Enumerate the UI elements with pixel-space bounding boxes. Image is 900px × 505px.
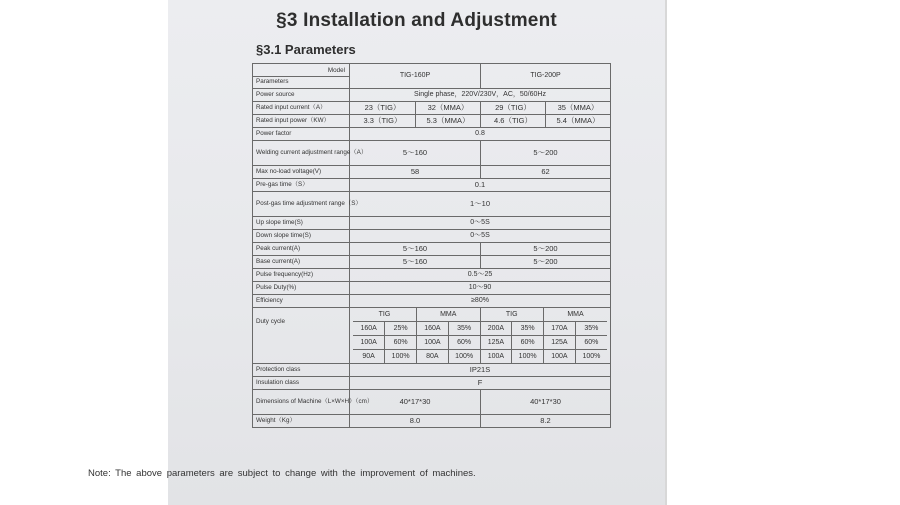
row-label: Peak current(A) [253,243,350,256]
model-tig200p: TIG-200P [481,64,611,89]
table-row [253,295,611,308]
duty-cell: 125A [544,336,576,350]
section-title: §3 Installation and Adjustment [276,10,557,31]
model-tig160p: TIG-160P [350,64,481,89]
duty-cell: 90A [353,350,385,364]
duty-cell: 100% [512,350,544,364]
table-row [253,282,611,295]
duty-cell: 125A [480,336,512,350]
parameters-table [252,63,611,428]
row-label: Power source [253,89,350,102]
row-label: Max no-load voltage(V) [253,166,350,179]
row-label: Pulse Duty(%) [253,282,350,295]
cell-value: 1～10 [350,192,611,217]
row-label: Pre-gas time（S） [253,179,350,192]
duty-cell: 80A [417,350,449,364]
duty-cell: 35% [575,322,607,336]
duty-cycle-table [353,308,607,363]
row-label: Up slope time(S) [253,217,350,230]
duty-cell: 60% [512,336,544,350]
table-row [253,141,611,166]
cell-value: 8.0 [350,415,481,428]
table-row [253,179,611,192]
note-text: Note: The above parameters are subject to change with the improvement of machines. [88,468,476,479]
table-row [353,350,607,364]
row-label: Duty cycle [253,308,350,364]
cell-value: 5～160 [350,256,481,269]
duty-cell: 100A [480,350,512,364]
row-label: Pulse frequency(Hz) [253,269,350,282]
row-label: Rated input power（KW） [253,115,350,128]
page-edge [665,0,667,505]
duty-header: TIG [480,308,544,322]
duty-cell: 100% [385,350,417,364]
table-row [253,415,611,428]
table-row [253,364,611,377]
cell-value: 32（MMA） [416,102,481,115]
duty-cell: 160A [353,322,385,336]
row-label: Welding current adjustment range（A） [253,141,350,166]
cell-value: 5～200 [481,256,611,269]
duty-cell: 100% [582,353,601,360]
duty-cell: 60% [448,336,480,350]
table-row [353,336,607,350]
parameters-label: Parameters [256,78,289,85]
row-label: Power factor [253,128,350,141]
duty-cell: 100A [353,336,385,350]
duty-cell: 100A [417,336,449,350]
cell-value: 35（MMA） [546,102,611,115]
duty-cell: 100% [448,350,480,364]
row-label: Post-gas time adjustment range（S） [253,192,350,217]
duty-cell: 160A [417,322,449,336]
row-label: Efficiency [253,295,350,308]
table-row [253,102,611,115]
model-parameters-header [253,64,350,89]
cell-value: 5～200 [481,141,611,166]
table-row [253,89,611,102]
subsection-title: §3.1 Parameters [256,42,356,57]
table-row [253,128,611,141]
cell-value: 10～90 [350,282,611,295]
duty-cell: 60% [385,336,417,350]
cell-value: 4.6（TIG） [481,115,546,128]
cell-value: 0～5S [350,217,611,230]
table-row [353,322,607,336]
duty-cell: 35% [512,322,544,336]
table-row [253,390,611,415]
table-row [253,166,611,179]
duty-cell: 170A [544,322,576,336]
cell-value: 29（TIG） [481,102,546,115]
row-label: Rated input current（A） [253,102,350,115]
cell-value: 3.3（TIG） [350,115,416,128]
duty-header: TIG [353,308,417,322]
duty-cycle-cell [350,308,611,364]
table-row [253,256,611,269]
cell-value: Single phase，220V/230V，AC，50/60Hz [350,89,611,102]
table-row [253,243,611,256]
cell-value: 40*17*30 [350,390,481,415]
row-label: Protection class [253,364,350,377]
cell-value: 5.4（MMA） [546,115,611,128]
table-row [253,269,611,282]
cell-value: 23（TIG） [350,102,416,115]
cell-value: 62 [481,166,611,179]
duty-cell: 35% [448,322,480,336]
cell-value: 5～200 [481,243,611,256]
table-row [353,308,607,322]
cell-value: 5～160 [350,141,481,166]
row-label: Down slope time(S) [253,230,350,243]
duty-cell: 100A [544,350,576,364]
cell-value: 0.8 [350,128,611,141]
table-row [253,192,611,217]
model-label: Model [327,67,345,74]
cell-value: 0.5～25 [350,269,611,282]
cell-value: 5～160 [350,243,481,256]
cell-value: F [350,377,611,390]
cell-value: 40*17*30 [481,390,611,415]
cell-value: 5.3（MMA） [416,115,481,128]
cell-value: IP21S [350,364,611,377]
duty-cell: 25% [385,322,417,336]
duty-header: MMA [417,308,481,322]
cell-value: 0.1 [350,179,611,192]
table-row [253,230,611,243]
table-row-duty-cycle [253,308,611,364]
row-label: Dimensions of Machine（L×W×H）（cm） [253,390,350,415]
cell-value: ≥80% [350,295,611,308]
cell-value: 0～5S [350,230,611,243]
duty-cell: 60% [575,336,607,350]
cell-value: 8.2 [481,415,611,428]
row-label: Base current(A) [253,256,350,269]
duty-header: MMA [544,308,608,322]
duty-cell: 200A [480,322,512,336]
table-row [253,115,611,128]
row-label: Insulation class [253,377,350,390]
row-label: Weight（Kg） [253,415,350,428]
table-row [253,377,611,390]
cell-value: 58 [350,166,481,179]
table-row [253,217,611,230]
